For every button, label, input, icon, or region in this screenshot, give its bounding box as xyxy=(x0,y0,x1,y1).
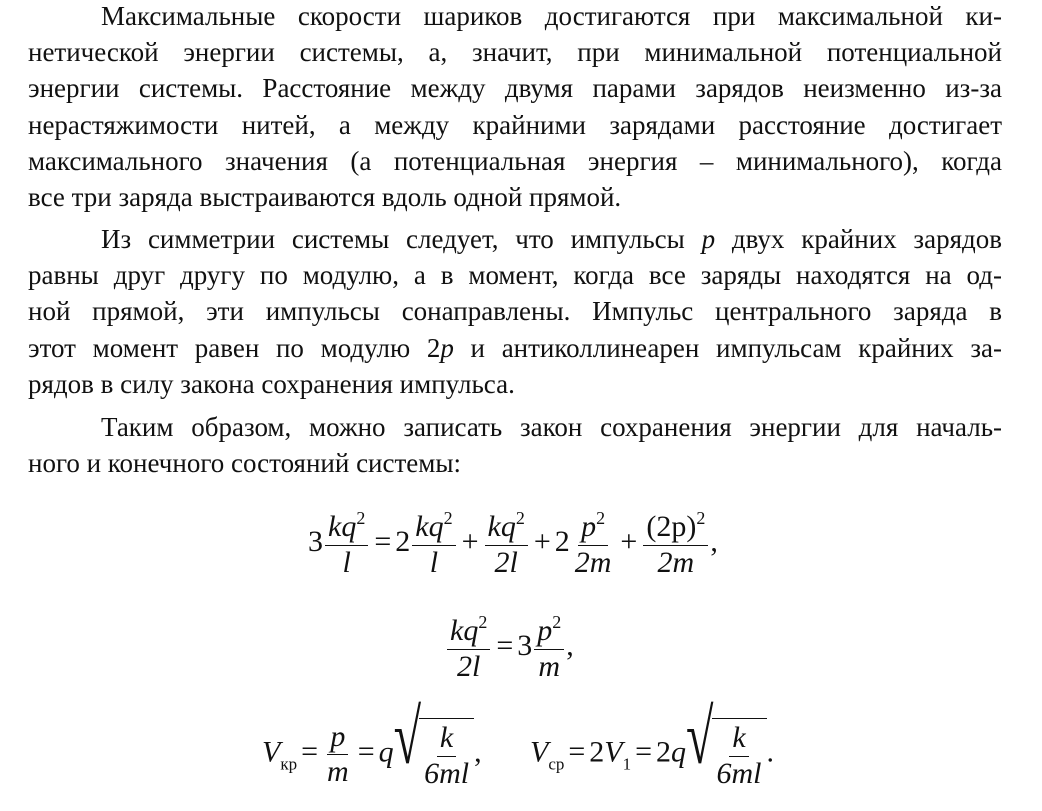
coefficient: 2 xyxy=(554,524,570,558)
fraction xyxy=(572,508,615,580)
fraction xyxy=(714,721,765,791)
exponent: 2 xyxy=(478,612,488,632)
numerator-text: kq xyxy=(415,510,444,543)
denominator: m xyxy=(538,649,561,683)
plus-sign: + xyxy=(461,524,479,558)
equation-velocity-center xyxy=(530,693,774,791)
plus-sign: + xyxy=(620,524,638,558)
equals-sign: = xyxy=(635,735,653,769)
variable-p: p xyxy=(701,224,716,254)
text-line: Максимальные скорости шариков достигаются при максимальной ки- xyxy=(101,1,1002,31)
coefficient: 3 xyxy=(308,524,323,558)
fraction xyxy=(534,612,564,684)
text-line: рядов в силу закона сохранения импульса. xyxy=(28,368,515,399)
square-root xyxy=(393,693,474,791)
denominator: 2m xyxy=(657,545,695,579)
numerator xyxy=(447,612,490,650)
coefficient: 3 xyxy=(517,628,533,662)
fraction xyxy=(447,612,490,684)
radical-sign: √ xyxy=(686,693,714,781)
denominator: l xyxy=(429,545,439,579)
coefficient: 2 xyxy=(426,332,441,363)
equals-sign: = xyxy=(374,524,392,558)
variable-q: q xyxy=(671,735,687,769)
numerator-text: p xyxy=(537,614,553,647)
numerator-text: kq xyxy=(328,510,357,543)
fraction xyxy=(485,508,528,580)
coefficient: 2 xyxy=(589,735,605,769)
equals-sign: = xyxy=(568,735,586,769)
numerator xyxy=(643,508,708,546)
denominator: 2l xyxy=(494,545,518,579)
subscript: кр xyxy=(280,754,298,774)
fraction xyxy=(643,508,708,580)
exponent: 2 xyxy=(552,612,562,632)
denominator: 6ml xyxy=(424,756,470,790)
text-line xyxy=(28,330,1002,366)
text-line xyxy=(28,221,1002,257)
text-line: равны друг другу по модулю, а в момент, когда все заряды находятся на од- xyxy=(28,260,1002,291)
numerator xyxy=(578,508,608,546)
text-line: максимального значения (а потенциальная энергия – минимального), когда xyxy=(28,145,1002,176)
punctuation: , xyxy=(566,628,574,662)
variable-q: q xyxy=(378,735,394,769)
text-line: нерастяжимости нитей, а между крайними зарядами расстояние достигает xyxy=(28,109,1002,140)
fraction xyxy=(324,720,352,790)
coefficient: 2 xyxy=(656,735,672,769)
variable-v: V xyxy=(530,735,549,769)
denominator: l xyxy=(342,545,351,579)
denominator: 6ml xyxy=(716,756,762,790)
equation-energy-conservation xyxy=(308,508,718,580)
text-fragment: и антиколлинеарен импульсам крайних за- xyxy=(453,332,1002,363)
equals-sign: = xyxy=(496,628,514,662)
exponent: 2 xyxy=(443,508,453,528)
coefficient: 2 xyxy=(395,524,411,558)
text-line: все три заряда выстраиваются вдоль одной прямой. xyxy=(28,182,622,213)
text-line: ного и конечного состояний системы: xyxy=(28,448,462,479)
fraction xyxy=(325,508,368,580)
radical-sign: √ xyxy=(393,693,422,781)
denominator: 2m xyxy=(574,545,612,579)
paragraph-3 xyxy=(28,409,1002,481)
numerator xyxy=(485,508,528,546)
text-fragment: Из симметрии системы следует, что импульсы xyxy=(101,224,702,254)
numerator-text: p xyxy=(581,510,597,543)
numerator-text: kq xyxy=(450,614,479,647)
punctuation: . xyxy=(766,735,774,769)
equation-velocity-edge xyxy=(262,693,482,791)
paragraph-2 xyxy=(28,221,1002,402)
exponent: 2 xyxy=(596,508,606,528)
denominator: m xyxy=(327,755,349,788)
variable-v: V xyxy=(604,735,623,769)
paragraph-1 xyxy=(28,0,1002,215)
plus-sign: + xyxy=(533,524,551,558)
exponent: 2 xyxy=(356,508,366,528)
numerator xyxy=(412,508,455,546)
text-line: Таким образом, можно записать закон сохранения энергии для началь- xyxy=(101,412,1002,442)
equals-sign: = xyxy=(357,735,375,769)
numerator: k xyxy=(437,721,456,757)
text-fragment: этот момент равен по модулю xyxy=(28,332,427,363)
fraction xyxy=(412,508,455,580)
variable-p: p xyxy=(440,332,454,363)
variable-v: V xyxy=(262,735,281,769)
equals-sign: = xyxy=(301,735,319,769)
text-line: нетической энергии системы, а, значит, при минимальной потенциальной xyxy=(28,37,1002,68)
text-fragment: двух крайних зарядов xyxy=(715,224,1002,254)
subscript: 1 xyxy=(622,754,632,774)
radicand xyxy=(419,718,474,791)
numerator-text: (2p) xyxy=(646,510,697,543)
numerator xyxy=(534,612,564,650)
numerator: k xyxy=(729,721,748,757)
text-line: ной прямой, эти импульсы сонаправлены. Импульс центрального заряда в xyxy=(28,296,1002,327)
numerator-text: kq xyxy=(487,510,516,543)
square-root xyxy=(686,693,766,791)
punctuation: , xyxy=(474,735,482,769)
numerator xyxy=(325,508,368,546)
text-line: энергии системы. Расстояние между двумя парами зарядов неизменно из-за xyxy=(28,73,1002,104)
punctuation: , xyxy=(710,524,718,558)
radicand xyxy=(712,718,767,791)
exponent: 2 xyxy=(696,508,706,528)
exponent: 2 xyxy=(515,508,525,528)
denominator: 2l xyxy=(456,649,481,683)
fraction xyxy=(421,721,472,791)
numerator: p xyxy=(327,720,348,756)
subscript: ср xyxy=(548,754,565,774)
equation-simplified xyxy=(445,612,574,684)
